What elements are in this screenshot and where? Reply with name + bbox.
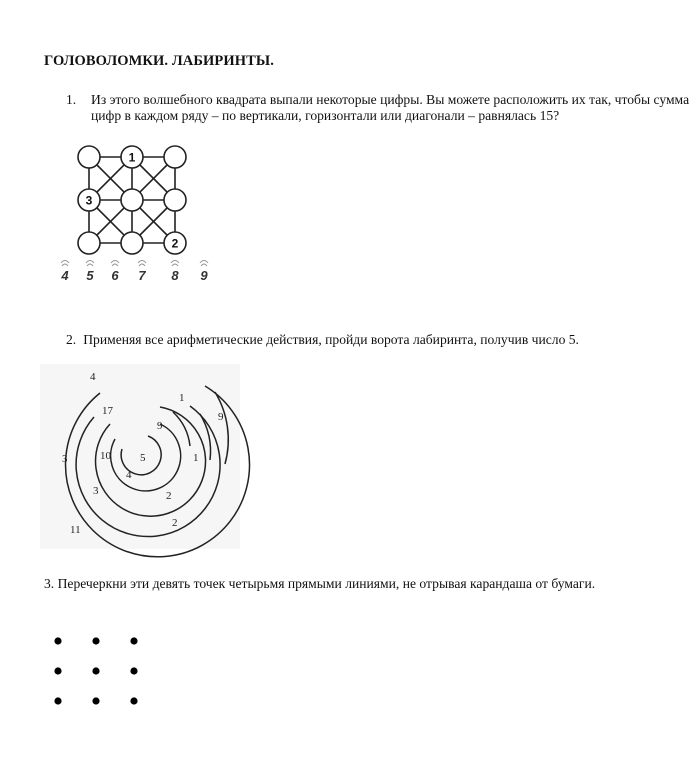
question-2-text: Применяя все арифметические действия, пройди ворота лабиринта, получив число 5.	[83, 332, 579, 347]
loose-digit: 4	[61, 268, 69, 283]
maze-number: 17	[102, 405, 113, 417]
maze-figure	[40, 364, 240, 549]
nine-dots-figure	[40, 630, 150, 710]
loose-digit: 9	[200, 268, 208, 283]
dot	[130, 637, 137, 644]
dot	[92, 667, 99, 674]
maze-number: 9	[157, 420, 163, 432]
dot	[92, 637, 99, 644]
question-3	[44, 576, 595, 592]
question-2-number: 2.	[66, 332, 77, 347]
magic-square-cell	[164, 189, 186, 211]
maze-number: 2	[166, 490, 172, 502]
loose-digit: 7	[138, 268, 146, 283]
page-title: ГОЛОВОЛОМКИ. ЛАБИРИНТЫ.	[44, 53, 274, 69]
dot	[130, 667, 137, 674]
maze-number: 10	[100, 450, 111, 462]
question-1-text: Из этого волшебного квадрата выпали некоторые цифры. Вы можете расположить их так, чтобы сумма цифр в каждом ряду – по вертикали, горизонтали или диагонали – равнялась 15?	[91, 92, 690, 123]
dot	[130, 697, 137, 704]
falling-motion-lines	[138, 261, 146, 267]
maze-number: 1	[179, 392, 185, 404]
magic-square-cell	[164, 146, 186, 168]
dot	[54, 637, 61, 644]
maze-number: 3	[93, 485, 99, 497]
falling-motion-lines	[200, 261, 208, 267]
dot	[54, 697, 61, 704]
falling-motion-lines	[86, 261, 94, 267]
dot	[54, 667, 61, 674]
loose-digit: 8	[171, 268, 179, 283]
magic-square-cell	[121, 189, 143, 211]
maze-number: 3	[62, 453, 68, 465]
question-2	[66, 332, 579, 348]
maze-number: 2	[172, 517, 178, 529]
loose-digit: 5	[86, 268, 94, 283]
maze-number: 4	[90, 371, 96, 383]
maze-number: 11	[70, 524, 81, 536]
magic-square-cell-value: 2	[171, 236, 179, 251]
magic-square-cell	[78, 146, 100, 168]
falling-motion-lines	[61, 261, 69, 267]
question-3-text: 3. Перечеркни эти девять точек четырьмя прямыми линиями, не отрывая карандаша от бумаги.	[44, 576, 596, 591]
magic-square-cell-value: 3	[85, 193, 93, 208]
falling-motion-lines	[171, 261, 179, 267]
question-1	[66, 92, 694, 124]
magic-square-cell-value: 1	[128, 150, 136, 165]
dot	[92, 697, 99, 704]
magic-square-cell	[121, 232, 143, 254]
maze-number: 1	[193, 452, 199, 464]
question-1-number: 1.	[66, 92, 77, 107]
maze-number: 4	[126, 469, 132, 481]
falling-motion-lines	[111, 261, 119, 267]
maze-number: 9	[218, 411, 224, 423]
loose-digit: 6	[111, 268, 119, 283]
magic-square-cell	[78, 232, 100, 254]
magic-square-figure	[60, 140, 260, 290]
maze-number: 5	[140, 452, 146, 464]
